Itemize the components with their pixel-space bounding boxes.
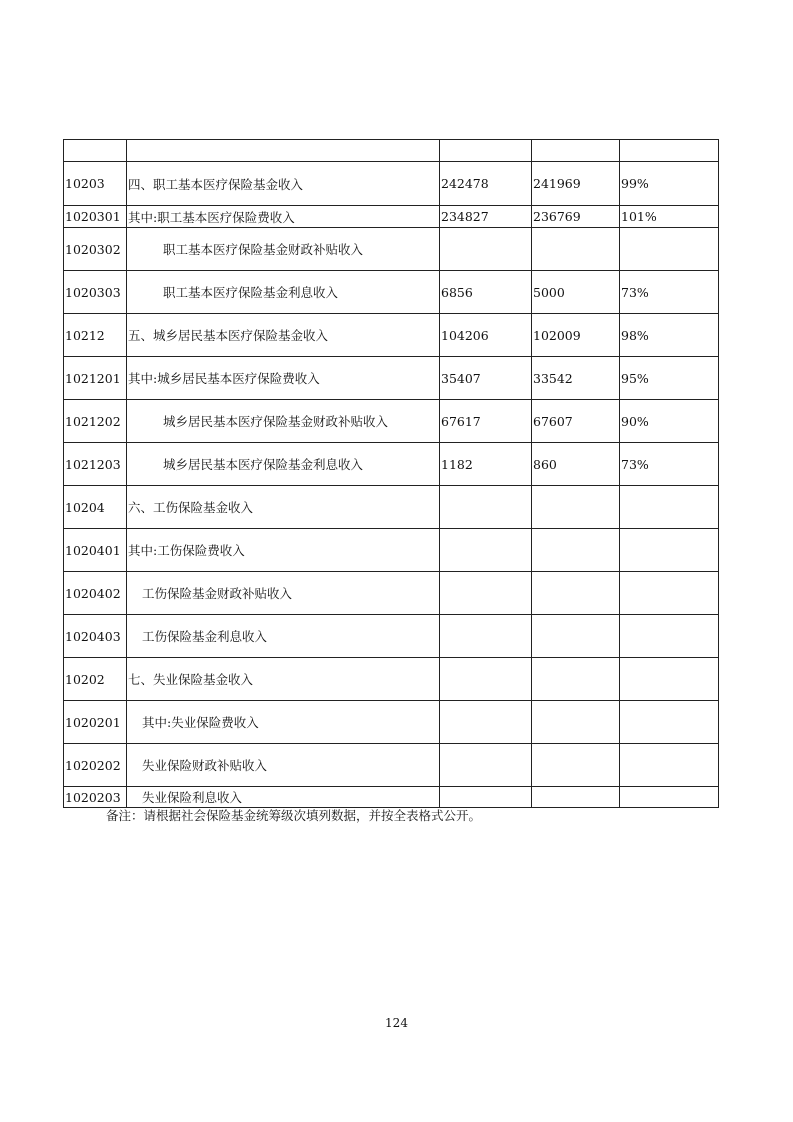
name-cell: 城乡居民基本医疗保险基金财政补贴收入 xyxy=(127,400,440,443)
code-cell: 1020303 xyxy=(64,271,127,314)
fund-income-table xyxy=(63,139,719,808)
percent-cell: 101% xyxy=(620,206,719,228)
value2-cell xyxy=(532,486,620,529)
code-cell: 1020201 xyxy=(64,701,127,744)
name-cell: 城乡居民基本医疗保险基金利息收入 xyxy=(127,443,440,486)
code-cell: 1021203 xyxy=(64,443,127,486)
value1-cell xyxy=(440,140,532,162)
code-cell: 1020301 xyxy=(64,206,127,228)
value1-cell xyxy=(440,744,532,787)
code-cell: 1020402 xyxy=(64,572,127,615)
value2-cell xyxy=(532,658,620,701)
name-cell: 失业保险财政补贴收入 xyxy=(127,744,440,787)
table-row xyxy=(64,572,719,615)
value1-cell xyxy=(440,701,532,744)
table-row xyxy=(64,228,719,271)
percent-cell xyxy=(620,787,719,808)
table-row xyxy=(64,357,719,400)
value2-cell: 5000 xyxy=(532,271,620,314)
code-cell: 1020403 xyxy=(64,615,127,658)
percent-cell: 73% xyxy=(620,443,719,486)
table-row xyxy=(64,744,719,787)
name-cell: 其中:工伤保险费收入 xyxy=(127,529,440,572)
page-number: 124 xyxy=(385,1016,408,1030)
value1-cell: 6856 xyxy=(440,271,532,314)
value1-cell xyxy=(440,572,532,615)
code-cell: 10203 xyxy=(64,162,127,206)
value2-cell xyxy=(532,744,620,787)
percent-cell xyxy=(620,529,719,572)
name-cell: 工伤保险基金利息收入 xyxy=(127,615,440,658)
name-cell: 六、工伤保险基金收入 xyxy=(127,486,440,529)
value1-cell xyxy=(440,658,532,701)
value2-cell xyxy=(532,787,620,808)
name-cell: 失业保险利息收入 xyxy=(127,787,440,808)
code-cell: 1020202 xyxy=(64,744,127,787)
value1-cell: 35407 xyxy=(440,357,532,400)
footnote: 备注：请根据社会保险基金统筹级次填列数据，并按全表格式公开。 xyxy=(106,808,482,823)
name-cell: 其中:职工基本医疗保险费收入 xyxy=(127,206,440,228)
code-cell xyxy=(64,140,127,162)
name-cell: 其中:失业保险费收入 xyxy=(127,701,440,744)
table-row xyxy=(64,529,719,572)
name-cell: 七、失业保险基金收入 xyxy=(127,658,440,701)
value2-cell xyxy=(532,701,620,744)
name-cell: 五、城乡居民基本医疗保险基金收入 xyxy=(127,314,440,357)
table-row xyxy=(64,162,719,206)
percent-cell xyxy=(620,228,719,271)
percent-cell xyxy=(620,658,719,701)
percent-cell: 98% xyxy=(620,314,719,357)
code-cell: 1020302 xyxy=(64,228,127,271)
value2-cell xyxy=(532,572,620,615)
table-row xyxy=(64,271,719,314)
table-row xyxy=(64,615,719,658)
name-cell: 职工基本医疗保险基金利息收入 xyxy=(127,271,440,314)
value1-cell: 1182 xyxy=(440,443,532,486)
name-cell: 其中:城乡居民基本医疗保险费收入 xyxy=(127,357,440,400)
percent-cell xyxy=(620,486,719,529)
code-cell: 1021201 xyxy=(64,357,127,400)
value1-cell xyxy=(440,486,532,529)
value1-cell xyxy=(440,787,532,808)
code-cell: 10204 xyxy=(64,486,127,529)
value1-cell: 104206 xyxy=(440,314,532,357)
table-row xyxy=(64,787,719,808)
table-row xyxy=(64,314,719,357)
name-cell: 工伤保险基金财政补贴收入 xyxy=(127,572,440,615)
percent-cell xyxy=(620,615,719,658)
value2-cell xyxy=(532,140,620,162)
value2-cell xyxy=(532,228,620,271)
percent-cell: 90% xyxy=(620,400,719,443)
value2-cell: 236769 xyxy=(532,206,620,228)
code-cell: 1020203 xyxy=(64,787,127,808)
code-cell: 10212 xyxy=(64,314,127,357)
value2-cell: 860 xyxy=(532,443,620,486)
table-row xyxy=(64,701,719,744)
percent-cell: 73% xyxy=(620,271,719,314)
percent-cell: 99% xyxy=(620,162,719,206)
table-row xyxy=(64,140,719,162)
value2-cell: 102009 xyxy=(532,314,620,357)
value1-cell: 242478 xyxy=(440,162,532,206)
percent-cell xyxy=(620,140,719,162)
code-cell: 1021202 xyxy=(64,400,127,443)
percent-cell xyxy=(620,744,719,787)
value1-cell xyxy=(440,529,532,572)
value1-cell xyxy=(440,615,532,658)
code-cell: 1020401 xyxy=(64,529,127,572)
percent-cell xyxy=(620,572,719,615)
value1-cell: 67617 xyxy=(440,400,532,443)
name-cell: 职工基本医疗保险基金财政补贴收入 xyxy=(127,228,440,271)
table-row xyxy=(64,206,719,228)
table-row xyxy=(64,658,719,701)
value2-cell: 33542 xyxy=(532,357,620,400)
name-cell: 四、职工基本医疗保险基金收入 xyxy=(127,162,440,206)
value1-cell: 234827 xyxy=(440,206,532,228)
table-row xyxy=(64,486,719,529)
table-row xyxy=(64,443,719,486)
percent-cell: 95% xyxy=(620,357,719,400)
value2-cell: 241969 xyxy=(532,162,620,206)
value2-cell xyxy=(532,615,620,658)
code-cell: 10202 xyxy=(64,658,127,701)
value2-cell xyxy=(532,529,620,572)
percent-cell xyxy=(620,701,719,744)
value2-cell: 67607 xyxy=(532,400,620,443)
table-row xyxy=(64,400,719,443)
value1-cell xyxy=(440,228,532,271)
name-cell xyxy=(127,140,440,162)
